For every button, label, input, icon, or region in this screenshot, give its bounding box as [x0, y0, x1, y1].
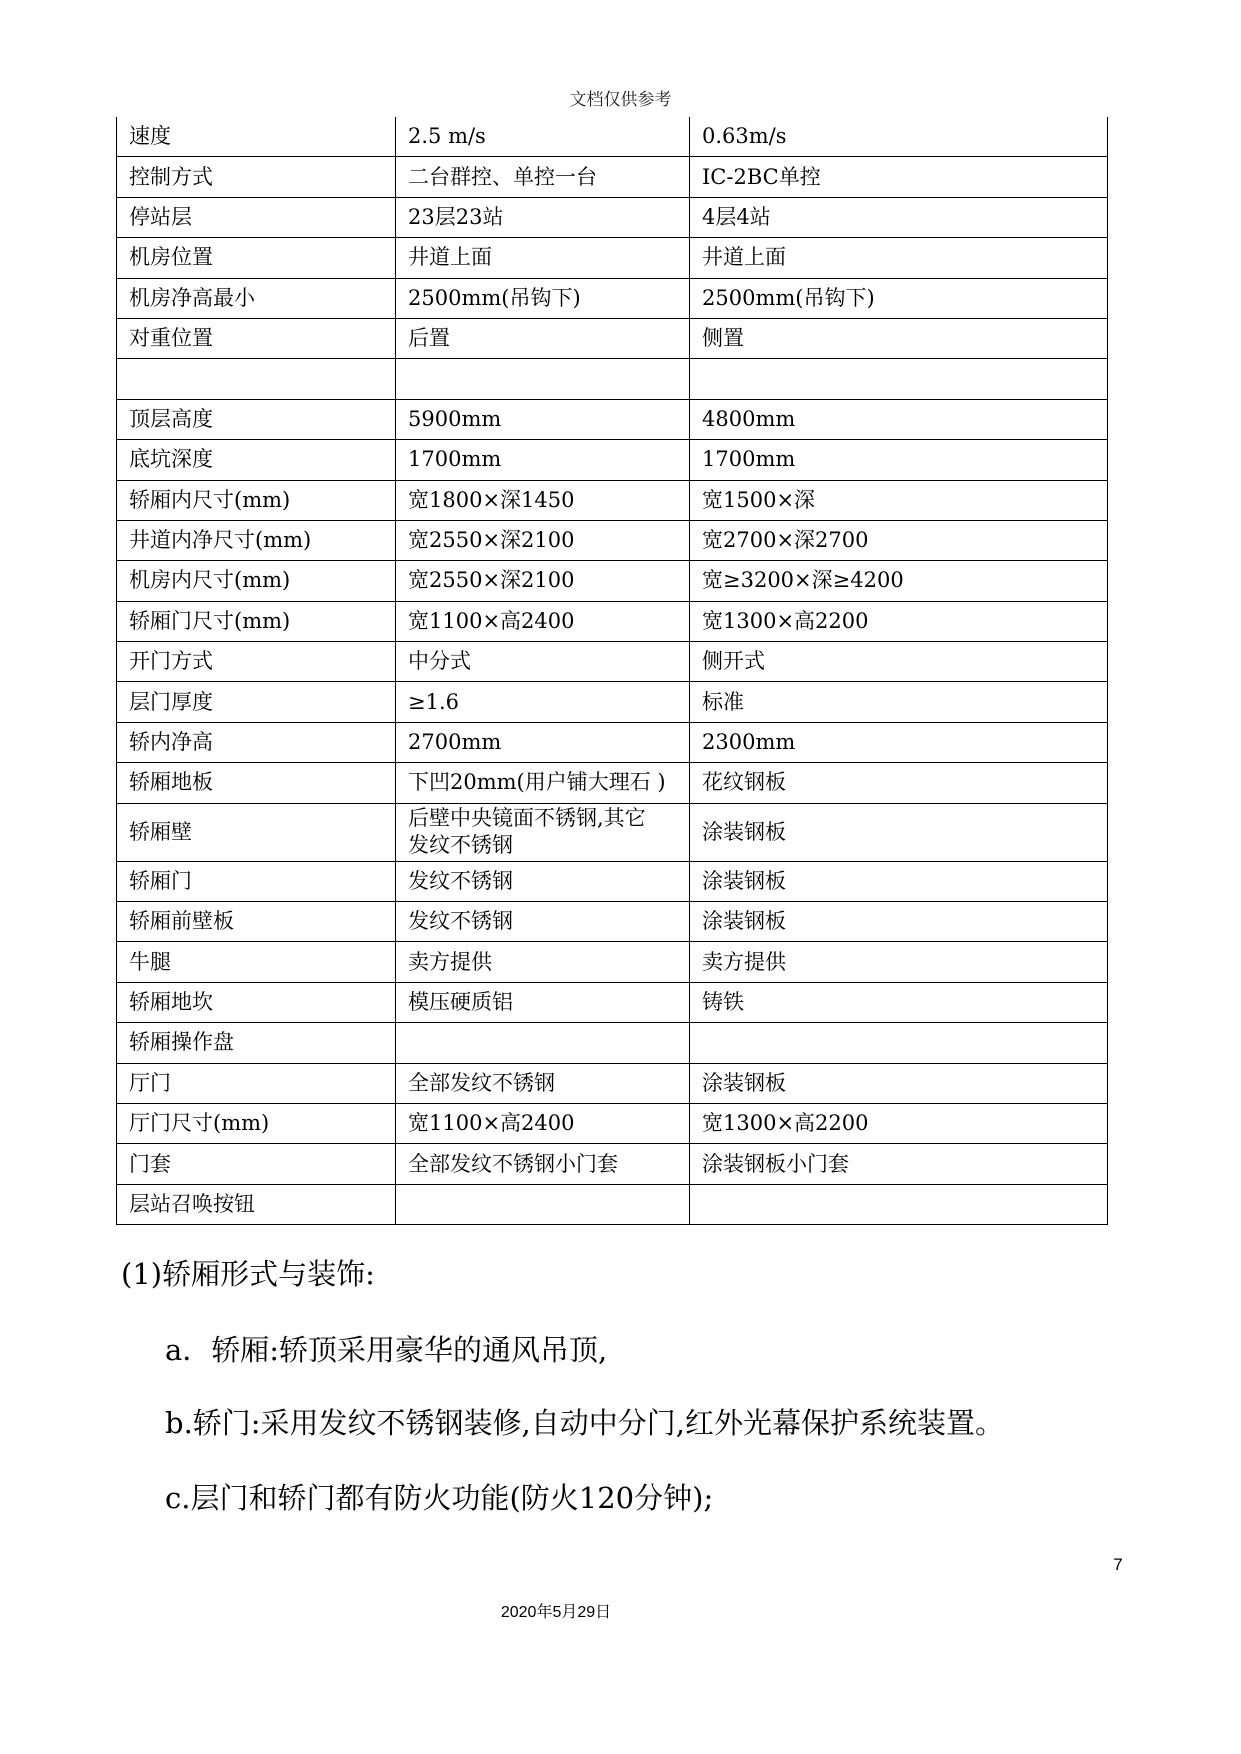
spec-value-cell-b: 侧置: [689, 319, 1108, 358]
table-row: [116, 763, 1108, 803]
spec-label-cell: 层站召唤按钮: [116, 1185, 395, 1224]
spec-label-cell: 轿厢内尺寸(mm): [116, 481, 395, 520]
spec-label-cell: [116, 359, 395, 398]
table-row: [116, 198, 1108, 238]
section-item: c.层门和轿门都有防火功能(防火120分钟);: [165, 1481, 714, 1515]
spec-value-cell-b: 涂装钢板小门套: [689, 1144, 1108, 1183]
spec-label-cell: 底坑深度: [116, 440, 395, 479]
spec-label-cell: 控制方式: [116, 157, 395, 196]
page-number: 7: [1113, 1555, 1123, 1574]
spec-value-cell-a: 二台群控、单控一台: [395, 157, 689, 196]
table-row: [116, 602, 1108, 642]
spec-label-cell: 轿厢操作盘: [116, 1023, 395, 1062]
spec-value-cell-b: 宽1500×深: [689, 481, 1108, 520]
table-row: [116, 481, 1108, 521]
table-row: [116, 1023, 1108, 1063]
spec-value-cell-a: 2500mm(吊钩下): [395, 279, 689, 318]
spec-label-cell: 轿内净高: [116, 723, 395, 762]
spec-label-cell: 机房位置: [116, 238, 395, 277]
table-row: [116, 642, 1108, 682]
section-heading: (1)轿厢形式与装饰:: [121, 1257, 375, 1291]
spec-label-cell: 轿厢门: [116, 862, 395, 901]
spec-value-cell-b: [689, 359, 1108, 398]
page-header: 文档仅供参考: [569, 90, 672, 110]
spec-value-cell-a: 全部发纹不锈钢小门套: [395, 1144, 689, 1183]
table-row: [116, 117, 1108, 157]
spec-value-cell-b: 铸铁: [689, 983, 1108, 1022]
spec-value-cell-b: [689, 1023, 1108, 1062]
section-item: a．轿厢:轿顶采用豪华的通风吊顶,: [165, 1333, 608, 1367]
table-row: [116, 723, 1108, 763]
spec-value-cell-b: 卖方提供: [689, 942, 1108, 981]
spec-value-cell-b: 宽1300×高2200: [689, 602, 1108, 641]
spec-value-cell-b: 4800mm: [689, 400, 1108, 439]
table-row: [116, 359, 1108, 399]
spec-value-cell-a: 5900mm: [395, 400, 689, 439]
spec-value-cell-a: 下凹20mm(用户铺大理石 ): [395, 763, 689, 802]
spec-value-cell-b: 标准: [689, 682, 1108, 721]
spec-value-cell-a: 全部发纹不锈钢: [395, 1064, 689, 1103]
spec-value-cell-a: 宽1800×深1450: [395, 481, 689, 520]
table-row: [116, 521, 1108, 561]
table-row: [116, 238, 1108, 278]
spec-label-cell: 厅门尺寸(mm): [116, 1104, 395, 1143]
spec-value-cell-a: 中分式: [395, 642, 689, 681]
spec-value-cell-b: 涂装钢板: [689, 804, 1108, 861]
spec-value-cell-b: [689, 1185, 1108, 1224]
spec-value-cell-b: 2500mm(吊钩下): [689, 279, 1108, 318]
spec-value-cell-b: 2300mm: [689, 723, 1108, 762]
spec-value-cell-b: 0.63m/s: [689, 117, 1108, 156]
spec-value-cell-a: 后壁中央镜面不锈钢,其它 发纹不锈钢: [395, 804, 689, 861]
elevator-spec-table: [116, 117, 1108, 1225]
table-row: [116, 440, 1108, 480]
spec-label-cell: 机房净高最小: [116, 279, 395, 318]
spec-value-cell-a: [395, 359, 689, 398]
spec-value-cell-b: 宽1300×高2200: [689, 1104, 1108, 1143]
table-row: [116, 561, 1108, 601]
spec-label-cell: 层门厚度: [116, 682, 395, 721]
table-row: [116, 804, 1108, 862]
spec-value-cell-a: 23层23站: [395, 198, 689, 237]
spec-value-cell-b: IC-2BC单控: [689, 157, 1108, 196]
spec-label-cell: 轿厢地坎: [116, 983, 395, 1022]
spec-value-cell-a: 井道上面: [395, 238, 689, 277]
spec-label-cell: 停站层: [116, 198, 395, 237]
spec-label-cell: 门套: [116, 1144, 395, 1183]
spec-label-cell: 厅门: [116, 1064, 395, 1103]
spec-label-cell: 轿厢壁: [116, 804, 395, 861]
spec-value-cell-b: 井道上面: [689, 238, 1108, 277]
spec-value-cell-b: 涂装钢板: [689, 1064, 1108, 1103]
spec-value-cell-a: 发纹不锈钢: [395, 862, 689, 901]
spec-value-cell-a: 宽1100×高2400: [395, 1104, 689, 1143]
table-row: [116, 1104, 1108, 1144]
spec-value-cell-b: 宽2700×深2700: [689, 521, 1108, 560]
spec-label-cell: 轿厢前壁板: [116, 902, 395, 941]
spec-value-cell-a: 宽2550×深2100: [395, 561, 689, 600]
spec-value-cell-a: 2700mm: [395, 723, 689, 762]
spec-value-cell-b: 宽≥3200×深≥4200: [689, 561, 1108, 600]
table-row: [116, 983, 1108, 1023]
spec-value-cell-a: [395, 1023, 689, 1062]
footer-date: 2020年5月29日: [500, 1604, 612, 1621]
table-row: [116, 1144, 1108, 1184]
spec-value-cell-b: 涂装钢板: [689, 862, 1108, 901]
spec-value-cell-a: 1700mm: [395, 440, 689, 479]
table-row: [116, 1185, 1108, 1225]
section-item: b.轿门:采用发纹不锈钢装修,自动中分门,红外光幕保护系统装置。: [165, 1406, 1004, 1440]
spec-value-cell-a: 发纹不锈钢: [395, 902, 689, 941]
table-row: [116, 1064, 1108, 1104]
spec-value-cell-a: ≥1.6: [395, 682, 689, 721]
spec-value-cell-b: 涂装钢板: [689, 902, 1108, 941]
spec-value-cell-a: 2.5 m/s: [395, 117, 689, 156]
spec-value-cell-b: 侧开式: [689, 642, 1108, 681]
spec-value-cell-a: 后置: [395, 319, 689, 358]
spec-label-cell: 顶层高度: [116, 400, 395, 439]
table-row: [116, 902, 1108, 942]
spec-label-cell: 速度: [116, 117, 395, 156]
table-row: [116, 319, 1108, 359]
spec-value-cell-a: 宽2550×深2100: [395, 521, 689, 560]
spec-label-cell: 对重位置: [116, 319, 395, 358]
table-row: [116, 942, 1108, 982]
spec-value-cell-b: 1700mm: [689, 440, 1108, 479]
spec-label-cell: 机房内尺寸(mm): [116, 561, 395, 600]
spec-value-cell-a: 卖方提供: [395, 942, 689, 981]
table-row: [116, 279, 1108, 319]
table-row: [116, 682, 1108, 722]
spec-value-cell-b: 花纹钢板: [689, 763, 1108, 802]
spec-label-cell: 井道内净尺寸(mm): [116, 521, 395, 560]
spec-value-cell-a: [395, 1185, 689, 1224]
spec-label-cell: 轿厢地板: [116, 763, 395, 802]
table-row: [116, 157, 1108, 197]
spec-label-cell: 牛腿: [116, 942, 395, 981]
spec-value-cell-a: 宽1100×高2400: [395, 602, 689, 641]
spec-label-cell: 轿厢门尺寸(mm): [116, 602, 395, 641]
table-row: [116, 400, 1108, 440]
spec-label-cell: 开门方式: [116, 642, 395, 681]
spec-value-cell-b: 4层4站: [689, 198, 1108, 237]
spec-value-cell-a: 模压硬质铝: [395, 983, 689, 1022]
table-row: [116, 862, 1108, 902]
